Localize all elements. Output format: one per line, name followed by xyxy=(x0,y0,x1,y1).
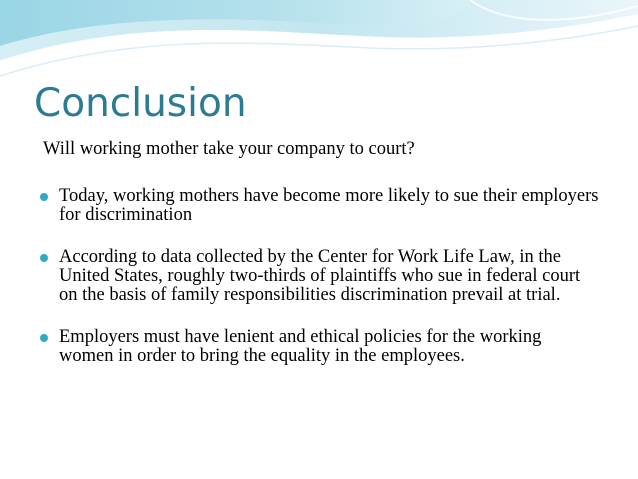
bullet-item xyxy=(40,328,600,366)
bullet-dot-icon xyxy=(40,254,48,262)
bullet-dot-icon xyxy=(40,334,48,342)
slide-subtitle: Will working mother take your company to court? xyxy=(43,139,415,159)
bullet-text: Employers must have lenient and ethical policies for the working women in order to bring the equality in the employees. xyxy=(59,327,542,366)
header-wave-decoration xyxy=(0,0,638,90)
bullet-item xyxy=(40,187,600,225)
bullet-text: Today, working mothers have become more likely to sue their employers for discrimination xyxy=(59,186,599,225)
bullet-text: According to data collected by the Center for Work Life Law, in the United States, roughly two-thirds of plaintiffs who sue in federal court on the basis of family responsibilities discrimination prevail at trial. xyxy=(59,247,581,305)
slide-title: Conclusion xyxy=(34,81,247,126)
bullet-item xyxy=(40,248,600,305)
bullet-dot-icon xyxy=(40,193,48,201)
bullet-list xyxy=(40,187,600,389)
